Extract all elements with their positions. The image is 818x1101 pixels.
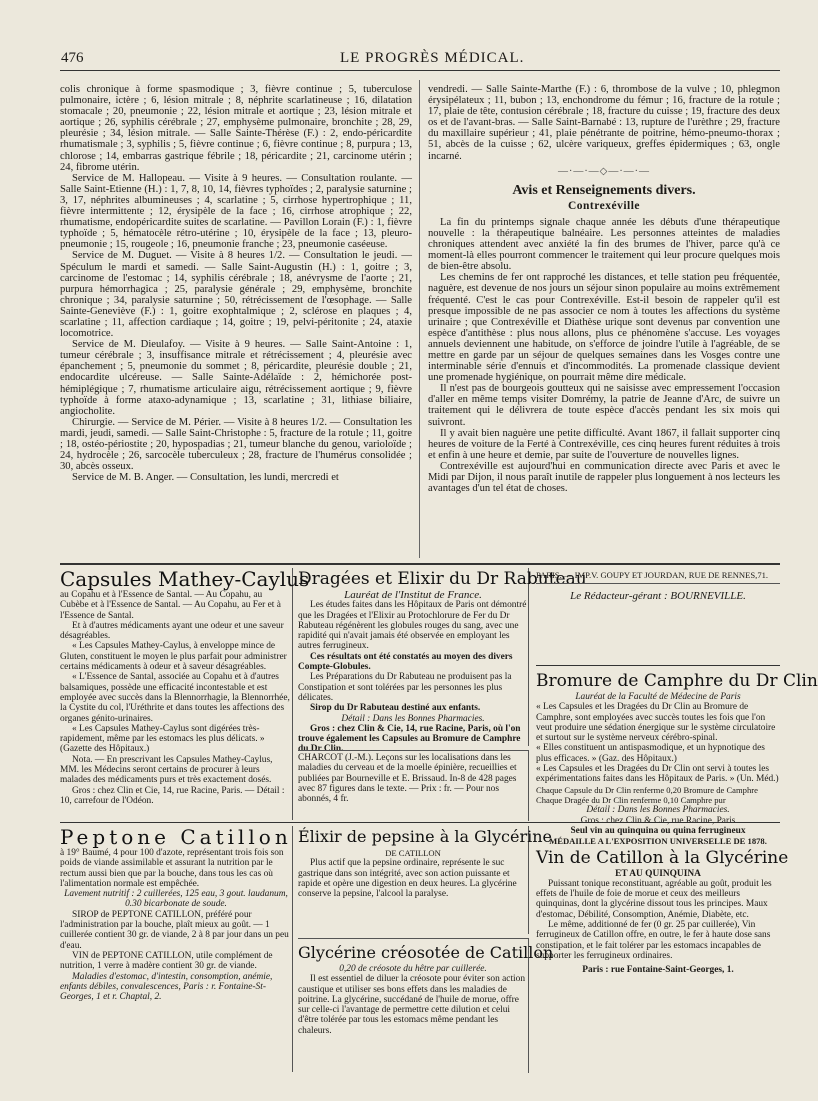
left-paragraph: Service de M. Duguet. — Visite à 8 heures 1/2. — Consultation le jeudi. — Spéculum le mardi et samedi. — Salle Saint-Augustin (H.) : 1, goitre ; 3, carcinome de l'estomac ; 14, syphilis cérébrale ; 18, anévrysme de l'aorte ; 21, purpura hémorrhagica ; 25, paralysie générale ; 29, emphysème, bronchite chronique ; 34, paralysie saturnine ; 50, rétrécissement de l'œsophage. — Salle Sainte-Geneviève (F.) : 1, goitre exophtalmique ; 2, sclérose en plaques ; 4, scarlatine ; 11, affection cardiaque ; 14, goitre ; 19, pelvi-péritonite ; 24, ataxie locomotrice. [60,250,412,340]
ad-topline: Seul vin au quinquina ou quina ferrugineux [570,826,746,836]
right-paragraph: La fin du printemps signale chaque année les débuts d'une thérapeutique nouvelle : la thérapeutique balnéaire. Les personnes atteintes de maladies chroniques attendent avec anxiété la fin des brumes de l'hiver, parce qu'à ce moment-là elles pourront commencer le traitement qui leur procure quelques mois de bien-être absolu. [428,216,780,273]
ad-line: CHARCOT (J.-M.). Leçons sur les localisations dans les maladies du cerveau et de la moelle épinière, recueillies et publiées par Bourneville et E. Brissaud. In-8 de 428 pages avec 87 figures dans le texte. — Prix : fr. — Pour nos abonnés, 4 fr. [298,753,517,805]
ad-title: Élixir de pepsine à la Glycérine [298,827,552,846]
ad-medal: MÉDAILLE A L'EXPOSITION UNIVERSELLE DE 1878. [549,836,767,847]
ad-subtitle: Lauréat de la Faculté de Médecine de Paris [575,692,741,702]
header-rule [60,70,780,71]
right-paragraph: Contrexéville est aujourd'hui en communication directe avec Paris et avec le Midi par Dijon, il nous paraît inutile de rappeler plus longuement à nos lecteurs les avantages d'un tel état de choses. [428,460,780,495]
ad-elixir-pepsine [298,826,552,934]
ad-line: Lavement nutritif : 2 cuillerées, 125 eau, 3 gout. laudanum, 0.30 bicarbonate de soude. [64,889,288,910]
left-paragraph: Chirurgie. — Service de M. Périer. — Visite à 8 heures 1/2. — Consultation les mardi, jeudi, samedi. — Salle Saint-Christophe : 5, fracture de la rotule ; 11, goitre ; 18, ostéo-périostite ; 20, hypospadias ; 21, tumeur blanche du genou, varioloïde ; 24, hydrocèle ; 26, sarcocèle tuberculeux ; 28, fracture de l'humérus consolidée ; 30, abcès osseux. [60,416,412,473]
ad-line: Paris : rue Fontaine-Saint-Georges, 1. [582,965,734,976]
ad-line: Le même, additionné de fer (0 gr. 25 par cuillerée), Vin ferrugineux de Catillon offre, en outre, le fer à haute dose sans constipation, et le fait tolérer par les estomacs incapables de supporter les ferrugineux ordinaires. [536,920,771,961]
ad-glycerine-creosotee [298,938,554,1073]
editor-line: Le Rédacteur-gérant : BOURNEVILLE. [570,590,746,603]
ad-subtitle: ET AU QUINQUINA [615,868,701,879]
ad-capsules-mathey-caylus [60,567,310,820]
ad-line: « Les Capsules et les Dragées du Dr Clin ont servi à toutes les expérimentations faites dans les Hôpitaux de Paris. » (Un. Méd.) [536,764,779,785]
advertisements-rule [60,563,780,565]
ad-line: Maladies d'estomac, d'intestin, consomption, anémie, enfants débiles, convalescences, Paris : r. Fontaine-St-Georges, 1 et r. Chaptal, 2. [60,971,273,1003]
right-top-paragraph: vendredi. — Salle Sainte-Marthe (F.) : 6, thrombose de la vulve ; 10, phlegmon érysipélateux ; 11, bubon ; 13, enchondrome du fémur ; 16, fracture de la rotule ; 17, plaie de tête, contusion cérébrale ; 18, fracture du cuisse ; 19, fracture des deux os et de l'avant-bras. — Salle Saint-Barnabé : 13, rupture de l'urèthre ; 29, fracture du maxillaire supérieur ; 41, plaie pénétrante de poitrine, hémo-pneumo-thorax ; 51, abcès de la cuisse ; 62, ulcère variqueux, greffes épidermiques ; 63, ongle incarné. [428,84,780,162]
section-subtitle: Contrexéville [567,199,641,212]
journal-title: LE PROGRÈS MÉDICAL. [340,50,525,66]
ad-line: Détail : Dans les Bonnes Pharmacies. [341,713,485,724]
imprint-rule [536,583,780,584]
ad-line: Puissant tonique reconstituant, agréable au goût, produit les effets de l'huile de foie de morue et ceux des meilleurs quinquinas, dont la glycérine dissout tous les principes. Maux d'estomac, Débilité, Consomption, Anémie, Diabète, etc. [536,878,772,920]
right-paragraph: Il y avait bien naguère une petite difficulté. Avant 1867, il fallait supporter cinq heures de voiture de la Ferté à Contrexéville, ces cinq heures furent réduites à trois et enfin à une heure et demie, par suite de l'ouverture de nouvelles lignes. [428,427,780,461]
ad-bromure-camphre-clin [536,665,818,826]
ad-line: « Elles constituent un antispasmodique, et un hypnotique des plus efficaces. » (Gaz. des Hôpitaux.) [536,743,765,764]
left-paragraph: Service de M. Hallopeau. — Visite à 9 heures. — Consultation roulante. — Salle Saint-Etienne (H.) : 1, 7, 8, 10, 14, fièvres typhoïdes ; 2, paralysie saturnine ; 3, 17, néphrites albumineuses ; 4, scarlatine ; 5, cirrhose hypertrophique ; 11, fièvre intermittente ; 12, érysipèle de la face ; 16, cirrhose atrophique ; 22, rhumatisme, endopéricardite suites de scarlatine. — Pavillon Lorain (F.) : 1, fièvre typhoïde ; 5, hématocèle rétro-utérine ; 10, érysipèle de la face ; 13, pleuro-pneumonie ; 15, rougeole ; 16, pneumonie franche ; 23, pneumonie caséeuse. [60,172,412,251]
ad-title: Bromure de Camphre du Dr Clin [536,671,818,691]
ad-title: Peptone Catillon [60,825,292,849]
ad-title: Glycérine créosotée de Catillon [298,943,554,962]
ad-line: « Les Capsules et les Dragées du Dr Clin au Bromure de Camphre, sont employées avec succès toutes les fois que l'on veut produire une sédation énergique sur le système circulatoire et surtout sur le système nerveux cérébro-spinal. [536,702,776,744]
ad-line: Plus actif que la pepsine ordinaire, représente le suc gastrique dans son intégrité, avec son action puissante et rapide et opère une digestion en deux heures. La glycérine conserve la pepsine, l'alcool la paralyse. [298,858,517,900]
left-column [60,84,412,556]
ad-line: au Copahu et à l'Essence de Santal. — Au Copahu, au Cubèbe et à l'Essence de Santal. — Au Copahu, au Fer et à l'Essence de Santal. [60,590,281,621]
ad-line: Il est essentiel de diluer la créosote pour éviter son action caustique et utiliser ses bons effets dans les maladies de poitrine. La glycérine, succédané de l'huile de morue, offre sur celle-ci l'avantage de permettre cette dilution et celui d'être tolérée par tous les estomacs même pendant les chaleurs. [298,974,526,1036]
ornament-divider: —·—·—◇—·—·— [557,165,650,177]
ad-charcot-book [298,750,529,821]
column-divider [419,80,420,558]
ad-subtitle: Lauréat de l'Institut de France. [344,589,482,601]
ad-line: Gros : chez Clin & Cie, rue Racine, Paris [580,815,736,826]
right-column [428,84,780,556]
ad-line: Nota. — En prescrivant les Capsules Mathey-Caylus, MM. les Médecins seront certains de procurer à leurs malades des médicaments purs et très exactement dosés. [60,754,273,786]
ad-peptone-catillon [60,826,293,1072]
ad-rabuteau [298,568,587,755]
ad-title: Capsules Mathey-Caylus [60,567,310,591]
ad-line: « Les Capsules Mathey-Caylus, à enveloppe mince de Gluten, constituent le moyen le plus parfait pour administrer certains médicaments à odeur et à saveur désagréables. [60,641,287,673]
ad-line: Chaque Capsule du Dr Clin renferme 0,20 Bromure de Camphre [536,784,758,795]
ad-line: Détail : Dans les Bonnes Pharmacies. [586,805,730,816]
page-number: 476 [61,50,84,66]
ad-vin-catillon [536,826,789,1072]
right-paragraph: Les chemins de fer ont rapproché les distances, et telle station peu fréquentée, naguère, est devenue de nos jours un séjour sinon populaire au moins extrêmement fréquenté. C'est le cas pour Contrexéville. Est-il besoin de rappeler qu'il est presque impossible de ne pas associer ce nom à toutes les affections du système urinaire ; que Contrexéville et Diathèse urique sont devenus par convention une espèce d'antithèse : plus nous allons, plus ce phénomène s'accuse. Les voyages annuels deviennent une habitude, on s'efforce de joindre l'utile à l'agréable, de se mettre en garde par un séjour de quelques semaines dans les Vosges contre une interminable série d'ennuis et d'incommodités. La promenade classique devient une promenade hygiénique, on pourrait même dire médicale. [428,272,780,384]
ad-title: Vin de Catillon à la Glycérine [536,847,789,868]
right-paragraph: Il n'est pas de bourgeois goutteux qui ne saisisse avec empressement l'occasion d'aller en même temps visiter Domrémy, la patrie de Jeanne d'Arc, de suivre un traitement qui le délivrera de toute espèce d'accès pendant les six mois qui suivront. [428,383,780,428]
ad-line: Chaque Dragée du Dr Clin renferme 0,10 Camphre pur [536,794,726,805]
ad-title: Dragées et Elixir du Dr Rabuteau [298,569,587,589]
ad-line: « L'Essence de Santal, associée au Copahu et à d'autres balsamiques, possède une efficacité incontestable et est employée avec succès dans la Blennorrhagie, la Blennorrhée, la Cystite du col, l'Uréthrite et dans toutes les affections des organes génito-urinaires. [60,672,290,724]
ad-line: Et à d'autres médicaments ayant une odeur et une saveur désagréables. [60,620,284,642]
imprint [536,570,780,610]
section-title: Avis et Renseignements divers. [512,182,696,198]
ad-line: VIN de PEPTONE CATILLON, utile complément de nutrition, 1 verre à madère contient 30 gr. de viande. [60,950,273,972]
left-paragraph: Service de M. Dieulafoy. — Visite à 9 heures. — Salle Saint-Antoine : 1, tumeur cérébrale ; 3, insuffisance mitrale et rétrécissement ; 4, pleurésie avec épanchement ; 5, pneumonie du sommet ; 8, péricardite, pleurésie double ; 21, endocardite ulcéreuse. — Salle Sainte-Adélaïde : 2, hémichorée post-hémiplégique ; 7, rhumatisme articulaire aigu, rétrécissement aortique ; 9, fièvre typhoïde à forme ataxo-adynamique ; 13, scarlatine ; 31, lithiase biliaire, angiocholite. [60,339,412,417]
printer-line: PARIS. — IMP.V. GOUPY ET JOURDAN, RUE DE RENNES,71. [536,570,769,580]
left-paragraph: colis chronique à forme spasmodique ; 3, fièvre continue ; 5, tuberculose pulmonaire, ictère ; 6, lésion mitrale ; 8, néphrite scarlatineuse ; 16, dilatation stomacale ; 20, pneumonie ; 22, lésion mitrale et aortique ; 23, lésion mitrale et aortique ; 26, syphilis cérébrale ; 27, emphysème pulmonaire, bronchite ; 28, 29, pleurésie ; 34, lésion mitrale. — Salle Sainte-Thérèse (F.) : 2, endo-péricardite rhumatismale ; 3, syphilis ; 5, fièvre continue ; 6, fièvre continue ; 8, purpura ; 13, chlorose ; 14, embarras gastrique fébrile ; 18, péricardite ; 21, carcinome utérin ; 24, fibrome utérin. [60,84,412,173]
left-paragraph: Service de M. B. Anger. — Consultation, les lundi, mercredi et [72,472,339,484]
ad-line: à 19° Baumé, 4 pour 100 d'azote, représentant trois fois son poids de viande assimilable et assurant la nutrition par le rectum aussi bien que par la bouche, dans tous les cas où l'alimentation normale est empêchée. [60,848,284,889]
ad-subtitle: DE CATILLON [385,848,441,858]
ad-line: Gros : chez Clin & Cie, 14, rue Racine, Paris, où l'on trouve également les Capsules au Bromure de Camphre du Dr Clin. [298,723,521,755]
ad-line: « Les Capsules Mathey-Caylus sont digérées très-rapidement, même par les estomacs les plus délicats. » (Gazette des Hôpitaux.) [60,723,265,755]
ad-line: Gros : chez Clin et Cie, 14, rue Racine, Paris. — Détail : 10, carrefour de l'Odéon. [60,785,285,806]
ad-line: SIROP de PEPTONE CATILLON, préféré pour l'administration par la bouche, plaît mieux au goût. — 1 cuillerée contient 30 gr. de viande, 2 à 8 par jour dans un peu d'eau. [60,909,289,951]
ad-line: Les Préparations du Dr Rabuteau ne produisent pas la Constipation et sont tolérées par les personnes les plus délicates. [298,672,512,703]
ad-line: Sirop du Dr Rabuteau destiné aux enfants. [310,703,481,714]
ad-line: Les études faites dans les Hôpitaux de Paris ont démontré que les Dragées et l'Elixir au Protochlorure de Fer du Dr Rabuteau régénèrent les globules rouges du sang, avec une rapidité qui n'avait jamais été observée en employant les autres ferrugineux. [298,600,527,652]
ad-line: Ces résultats ont été constatés au moyen des divers Compte-Globules. [298,651,513,673]
advertisements-mid-rule [60,822,780,823]
ad-subtitle: 0,20 de créosote du hêtre par cuillerée. [339,964,487,974]
